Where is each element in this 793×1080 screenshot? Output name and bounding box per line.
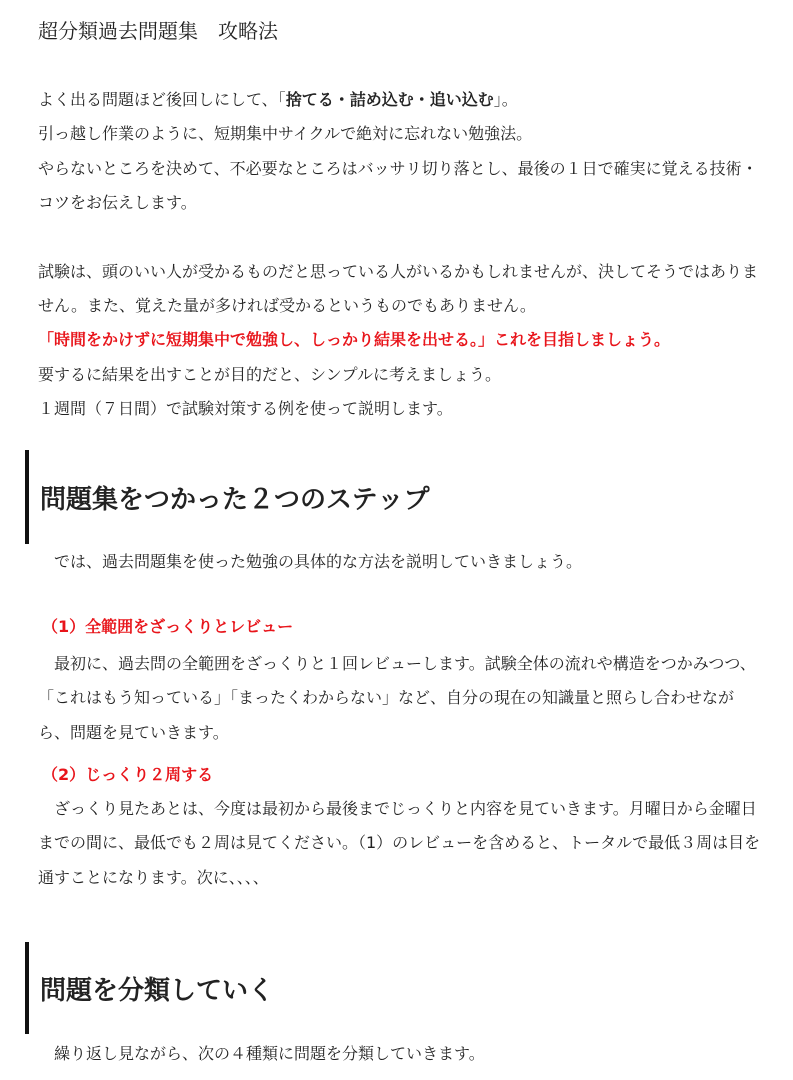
- section-heading-classify: 問題を分類していく: [25, 942, 765, 1034]
- intro-line-4: 試験は、頭のいい人が受かるものだと思っている人がいるかもしれませんが、決してそうではありません。また、覚えた量が多ければ受かるというものでもありません。: [38, 261, 759, 316]
- intro-line-6: 要するに結果を出すことが目的だと、シンプルに考えましょう。: [38, 364, 501, 384]
- step2-heading: （2）じっくり２周する: [42, 765, 214, 784]
- intro-emphasis: 捨てる・詰め込む・追い込む: [285, 90, 494, 109]
- step2-text: ざっくり見たあとは、今度は最初から最後までじっくりと内容を見ていきます。月曜日から金曜日までの間に、最低でも２周は見てください。（1）のレビューを含めると、トータルで最低３周は目を通すことになります。次に、、、、: [38, 799, 761, 887]
- intro-line-7: １週間（７日間）で試験対策する例を使って説明します。: [38, 399, 453, 419]
- section-heading-two-steps: 問題集をつかった２つのステップ: [25, 450, 765, 544]
- intro-line-1-before: よく出る問題ほど後回しにして、「: [38, 90, 286, 109]
- intro-line-1-after: 」。: [493, 90, 518, 109]
- intro-line-1: [38, 83, 763, 117]
- intro-block: [38, 83, 763, 427]
- step1-heading: （1）全範囲をざっくりとレビュー: [42, 617, 294, 636]
- section1-lead: では、過去問題集を使った勉強の具体的な方法を説明していきましょう。: [54, 552, 583, 571]
- intro-line-3: やらないところを決めて、不必要なところはバッサリ切り落とし、最後の１日で確実に覚える技術・コツをお伝えします。: [38, 158, 758, 213]
- step1-text: 最初に、過去問の全範囲をざっくりと１回レビューします。試験全体の流れや構造をつかみつつ、「これはもう知っている」「まったくわからない」など、自分の現在の知識量と照らし合わせながら、問題を見ていきます。: [38, 654, 756, 742]
- section2-lead: 繰り返し見ながら、次の４種類に問題を分類していきます。: [54, 1044, 485, 1063]
- intro-goal-highlight: 「時間をかけずに短期集中で勉強し、しっかり結果を出せる。」これを目指しましょう。: [38, 330, 671, 350]
- paragraph-gap: [38, 221, 763, 255]
- page-title: 超分類過去問題集 攻略法: [38, 19, 278, 43]
- intro-line-2: 引っ越し作業のように、短期集中サイクルで絶対に忘れない勉強法。: [38, 124, 533, 144]
